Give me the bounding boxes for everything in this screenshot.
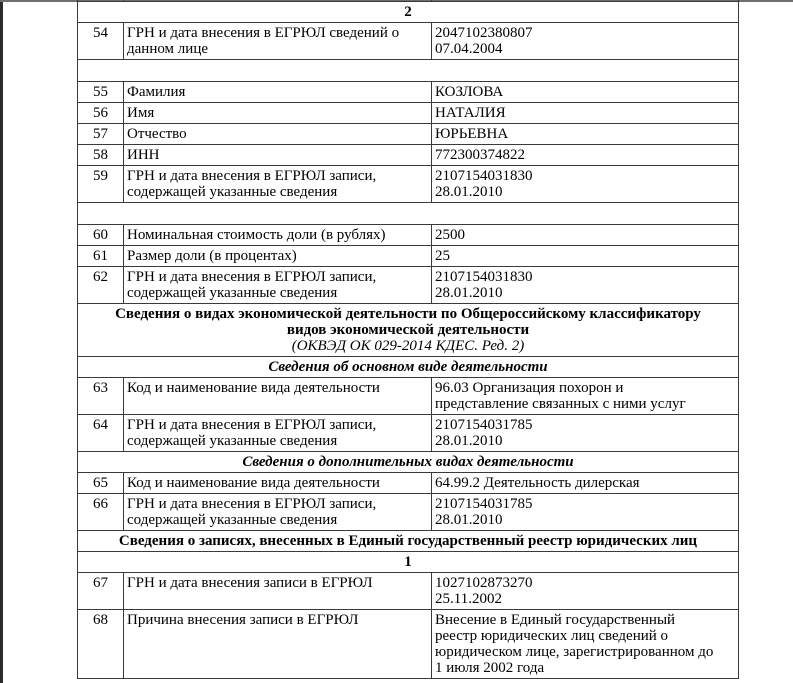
row-label: ГРН и дата внесения в ЕГРЮЛ записи, содержащей указанные сведения	[124, 166, 432, 203]
row-value: КОЗЛОВА	[432, 82, 739, 103]
table-row	[78, 225, 739, 246]
section-header-row	[78, 304, 739, 357]
table-row	[78, 166, 739, 203]
row-value: 2107154031785 28.01.2010	[432, 415, 739, 452]
records-section-title: Сведения о записях, внесенных в Единый государственный реестр юридических лиц	[78, 531, 739, 552]
table-row	[78, 610, 739, 679]
main-activity-subtitle: Сведения об основном виде деятельности	[78, 357, 739, 378]
row-number: 64	[78, 415, 124, 452]
row-number: 55	[78, 82, 124, 103]
okved-section-title: Сведения о видах экономической деятельности по Общероссийскому классификатору видов экономической деятельности (ОКВЭД ОК 029-2014 КДЕС. Ред. 2)	[78, 304, 739, 357]
row-number: 63	[78, 378, 124, 415]
table-row	[78, 145, 739, 166]
table-row	[78, 415, 739, 452]
table-row	[78, 82, 739, 103]
row-value: 96.03 Организация похорон и представление связанных с ними услуг	[432, 378, 739, 415]
row-number: 68	[78, 610, 124, 679]
table-row	[78, 378, 739, 415]
row-label: ГРН и дата внесения в ЕГРЮЛ записи, содержащей указанные сведения	[124, 494, 432, 531]
row-label: ГРН и дата внесения в ЕГРЮЛ сведений о данном лице	[124, 23, 432, 60]
row-label: Отчество	[124, 124, 432, 145]
row-number: 56	[78, 103, 124, 124]
viewer-left-edge	[0, 0, 3, 683]
row-number: 59	[78, 166, 124, 203]
table-row	[78, 246, 739, 267]
additional-activity-subtitle: Сведения о дополнительных видах деятельности	[78, 452, 739, 473]
row-value: 772300374822	[432, 145, 739, 166]
blank-row	[78, 60, 739, 82]
row-value: 2107154031830 28.01.2010	[432, 267, 739, 304]
row-value: 64.99.2 Деятельность дилерская	[432, 473, 739, 494]
table-row	[78, 473, 739, 494]
row-label: Имя	[124, 103, 432, 124]
table-row	[78, 267, 739, 304]
row-number: 65	[78, 473, 124, 494]
row-number: 58	[78, 145, 124, 166]
table-row	[78, 23, 739, 60]
row-value: 2500	[432, 225, 739, 246]
group-number-row	[78, 2, 739, 23]
okved-classifier-note: (ОКВЭД ОК 029-2014 КДЕС. Ред. 2)	[291, 338, 525, 354]
row-label: Код и наименование вида деятельности	[124, 473, 432, 494]
document-page[interactable]	[77, 0, 738, 679]
row-number: 66	[78, 494, 124, 531]
row-label: ГРН и дата внесения записи в ЕГРЮЛ	[124, 573, 432, 610]
group-number-row	[78, 552, 739, 573]
section-header-row	[78, 531, 739, 552]
group-number: 2	[78, 2, 739, 23]
blank-row	[78, 203, 739, 225]
group-number: 1	[78, 552, 739, 573]
table-row	[78, 494, 739, 531]
row-value: 25	[432, 246, 739, 267]
row-number: 67	[78, 573, 124, 610]
row-number: 54	[78, 23, 124, 60]
row-label: ИНН	[124, 145, 432, 166]
row-value: 2047102380807 07.04.2004	[432, 23, 739, 60]
row-number: 57	[78, 124, 124, 145]
row-number: 60	[78, 225, 124, 246]
table-row	[78, 124, 739, 145]
egrul-extract-table	[77, 0, 739, 679]
row-number: 62	[78, 267, 124, 304]
row-label: ГРН и дата внесения в ЕГРЮЛ записи, содержащей указанные сведения	[124, 415, 432, 452]
table-row	[78, 103, 739, 124]
subsection-header-row	[78, 452, 739, 473]
row-value: ЮРЬЕВНА	[432, 124, 739, 145]
subsection-header-row	[78, 357, 739, 378]
row-value: 1027102873270 25.11.2002	[432, 573, 739, 610]
row-label: Причина внесения записи в ЕГРЮЛ	[124, 610, 432, 679]
row-value: Внесение в Единый государственный реестр юридических лиц сведений о юридическом лице, зарегистрированном до 1 июля 2002 года	[432, 610, 739, 679]
row-label: Фамилия	[124, 82, 432, 103]
row-value: НАТАЛИЯ	[432, 103, 739, 124]
row-label: Код и наименование вида деятельности	[124, 378, 432, 415]
row-label: Номинальная стоимость доли (в рублях)	[124, 225, 432, 246]
row-number: 61	[78, 246, 124, 267]
row-value: 2107154031785 28.01.2010	[432, 494, 739, 531]
row-label: ГРН и дата внесения в ЕГРЮЛ записи, содержащей указанные сведения	[124, 267, 432, 304]
row-label: Размер доли (в процентах)	[124, 246, 432, 267]
row-value: 2107154031830 28.01.2010	[432, 166, 739, 203]
table-row	[78, 573, 739, 610]
